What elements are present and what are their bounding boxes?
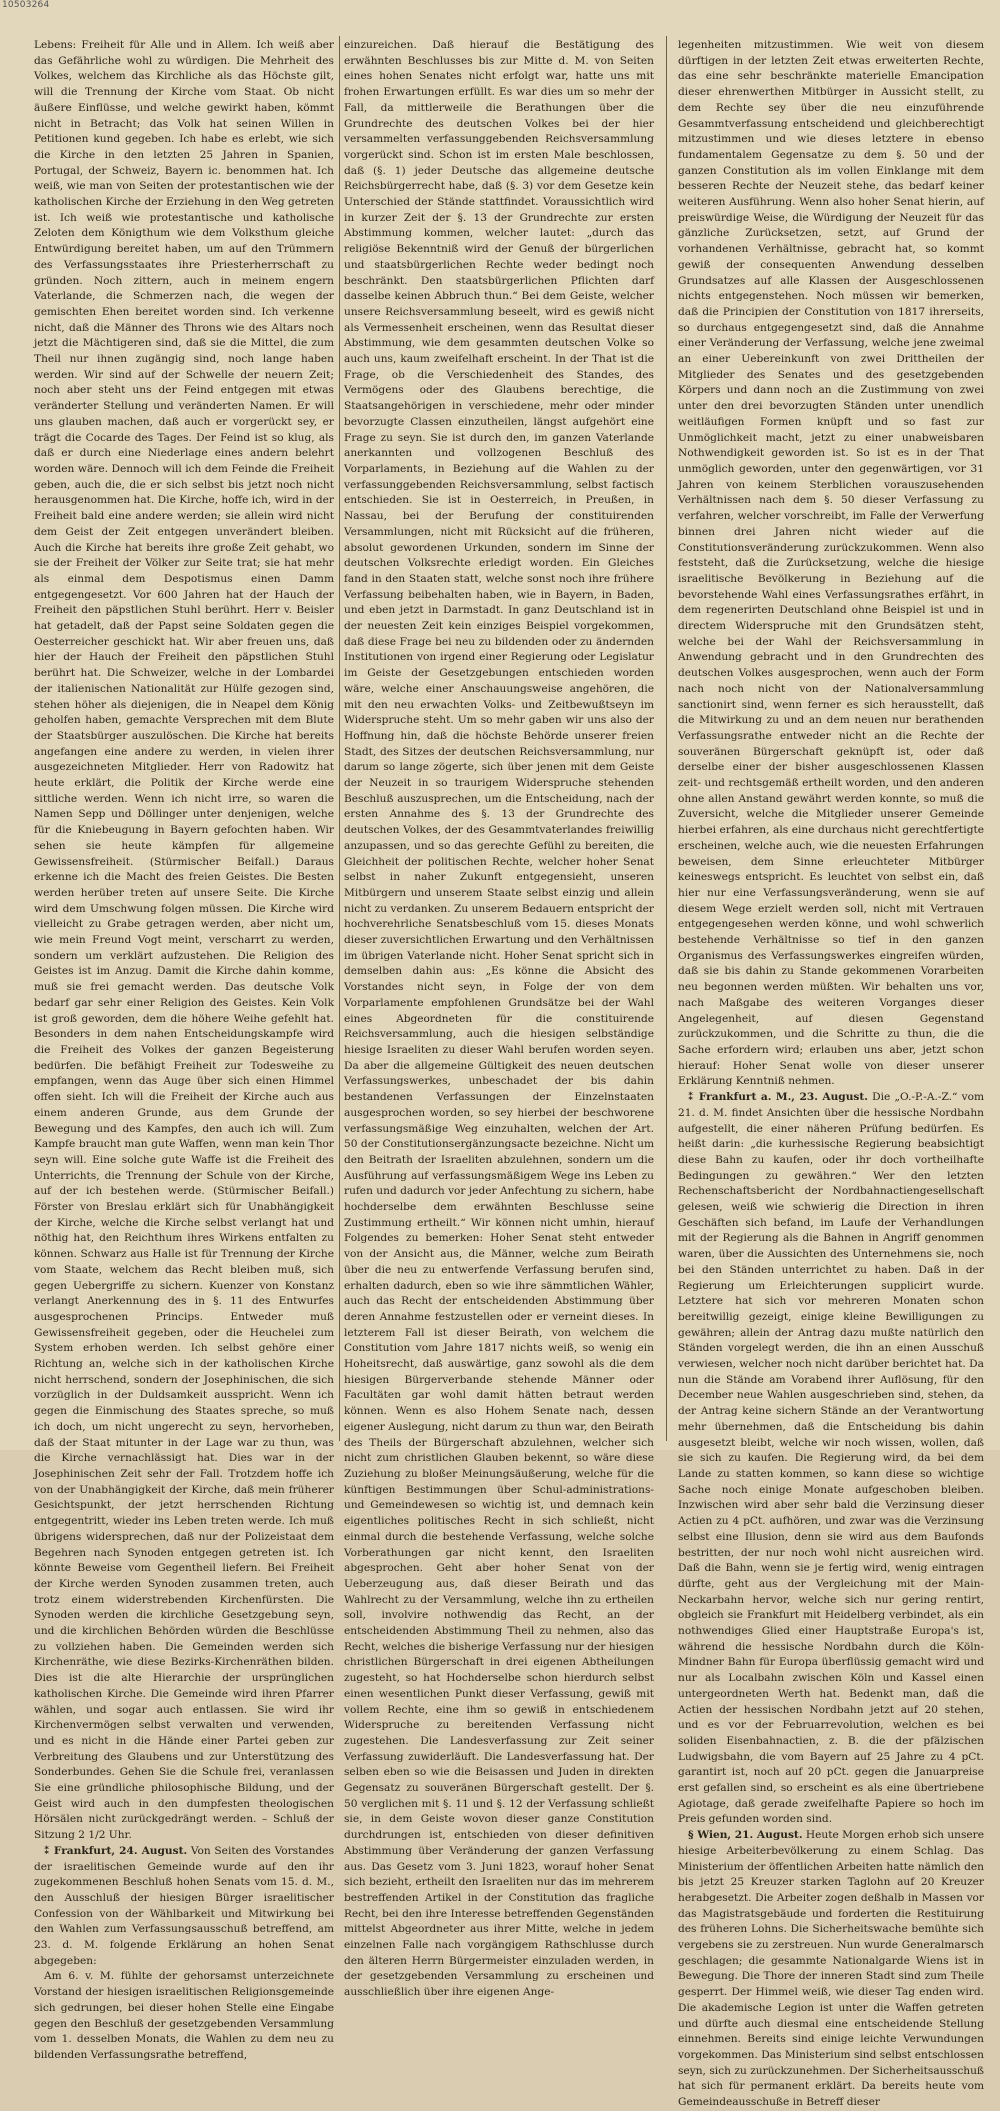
document-id: 10503264	[2, 0, 50, 10]
column-3	[678, 38, 985, 2109]
article-text: Von Seiten des Vorstandes der israelitischen Gemeinde wurde auf den ihr zugekommenen Beschluß hohen Senats vom 15. d. M., den Ausschluß der hiesigen Bürger israelitischer Confession von der Wählbarkeit und Mitwirkung bei den Wahlen zum Verfassungsausschuß betreffend, am 23. d. M. folgende Erklärung an hohen Senat abgegeben:	[34, 1844, 335, 1967]
article-text: einzureichen. Daß hierauf die Bestätigung des erwähnten Beschlusses bis zur Mitte d. M. von Seiten eines hohen Senates nicht erfolgt war, hatte uns mit frohen Erwartungen erfüllt. Es war dies um so mehr der Fall, da mittlerweile die Berathungen über die Grundrechte des deutschen Volkes bei der hier versammelten verfassunggebenden Reichsversammlung vorgerückt sind. Schon ist im ersten Male beschlossen, daß (§. 1) jeder Deutsche das allgemeine deutsche Reichsbürgerrecht habe, daß (§. 3) vor dem Gesetze kein Unterschied der Stände stattfindet. Voraussichtlich wird in kurzer Zeit der §. 13 der Grundrechte zur ersten Abstimmung kommen, welcher lautet: „durch das religiöse Bekenntniß wird der Genuß der bürgerlichen und staatsbürgerlichen Rechte weder bedingt noch beschränkt. Den staatsbürgerlichen Pflichten darf dasselbe keinen Abbruch thun.“ Bei dem Geiste, welcher unsere Reichsversammlung beseelt, wird es gewiß nicht als Vermessenheit erscheinen, wenn das Resultat dieser Abstimmung, wie dem gesammten deutschen Volke so auch uns, kaum zweifelhaft erscheint. In der That ist die Frage, ob die Verschiedenheit des Standes, des Vermögens oder des Glaubens berechtige, die Staatsangehörigen in verschiedene, mehr oder minder bevorzugte Classen einzutheilen, längst aufgehört eine Frage zu seyn. Sie ist durch den, im ganzen Vaterlande anerkannten und vollzogenen Beschluß des Vorparlaments, in Beziehung auf die Wahlen zu der verfassunggebenden Reichsversammlung, selbst factisch entschieden. Sie ist in Oesterreich, in Preußen, in Nassau, bei der Berufung der constituirenden Versammlungen, nicht mit Rücksicht auf die früheren, absolut gewordenen Urkunden, sondern im Sinne der deutschen Volksrechte erledigt worden. Ein Gleiches fand in den Staaten statt, welche sonst noch ihre frühere Verfassung beibehalten haben, wie in Bayern, in Baden, und eben jetzt in Darmstadt. In ganz Deutschland ist in der neuesten Zeit kein einziges Beispiel vorgekommen, daß diese Frage bei neu zu bildenden oder zu ändernden Institutionen von irgend einer Regierung oder Legislatur im Geiste der Gesetzgebungen entschieden worden wäre, welche einer Anschauungsweise angehören, die mit den neu erwachten Volks- und Zeitbewußtseyn im Widerspruche steht. Um so mehr gaben wir uns also der Hoffnung hin, daß die höchste Behörde unserer freien Stadt, des Sitzes der deutschen Reichsversammlung, nur darum so lange zögerte, sich über jenen mit dem Geiste der Neuzeit in so traurigem Widerspruche stehenden Beschluß auszusprechen, um die Entscheidung, nach der ersten Annahme des §. 13 der Grundrechte des deutschen Volkes, der des Gesammtvaterlandes freiwillig anzupassen, und so das gerechte Gefühl zu bereiten, die Gleichheit der politischen Rechte, welcher hoher Senat selbst in naher Zukunft entgegensieht, unseren Mitbürgern und unserem Staate selbst einzig und allein nicht zu verdanken. Zu unserem Bedauern entspricht der hochverehrliche Senatsbeschluß vom 15. dieses Monats dieser zuversichtlichen Erwartung und den Verhältnissen im übrigen Vaterlande nicht. Hoher Senat spricht sich in demselben dahin aus: „Es könne die Absicht des Vorstandes nicht seyn, in Folge der von dem Vorparlamente empfohlenen Grundsätze bei der Wahl eines Abgeordneten für die constituirende Reichsversammlung, auch die hiesigen selbständige hiesige Israeliten zu dieser Wahl berufen worden seyen. Da aber die allgemeine Gültigkeit des neuen deutschen Verfassungswerkes, unbeschadet der bis dahin bestandenen Verfassungen der Einzelnstaaten ausgesprochen worden, so sey hierbei der beschworene verfassungsmäßige Weg einzuhalten, welchen der Art. 50 der Constitutionsergänzungsacte bezeichne. Nicht um den Beitrath der Israeliten abzulehnen, sondern um die Ausführung auf verfassungsmäßigem Wege ins Leben zu rufen und dadurch vor jeder Anfechtung zu sichern, habe hochderselbe dem erwähnten Beschlusse seine Zustimmung ertheilt.“ Wir können nicht umhin, hierauf Folgendes zu bemerken: Hoher Senat steht entweder von der Ansicht aus, die Männer, welche zum Beirath über die neu zu entwerfende Verfassung berufen sind, erhalten dadurch, eben so wie ihre sämmtlichen Wähler, auch das Recht der entscheidenden Abstimmung über deren Annahme festzustellen oder er verneint dieses. In letzterem Fall ist dieser Beirath, von welchem die Constitution vom Jahre 1817 nichts weiß, so wenig ein Hoheitsrecht, daß auswärtige, ganz sowohl als die dem hiesigen Bürgerverbande stehende Männer oder Facultäten gar wohl damit hätten betraut werden können. Wenn es also Hohem Senate nach, dessen eigener Auslegung, nicht darum zu thun war, den Beirath des Theils der Bürgerschaft abzulehnen, welcher sich nicht zum christlichen Glauben bekennt, so wäre diese Zuziehung zu bloßer Meinungsäußerung, welche für die künftigen Bestimmungen über Schul-administrations- und Gemeindewesen so wichtig ist, und demnach kein eigentliches politisches Recht in sich schließt, nicht einmal durch die bestehende Verfassung, welche solche Vorberathungen gar nicht kennt, den Israeliten abgesprochen. Geht aber hoher Senat von der Ueberzeugung aus, daß dieser Beirath und das Wahlrecht zu der Versammlung, welche ihn zu ertheilen soll, involvire nothwendig das Recht, an der entscheidenden Abstimmung Theil zu nehmen, also das Recht, welches die bisherige Verfassung nur der hiesigen christlichen Bürgerschaft in drei eigenen Abtheilungen zugesteht, so hat Hochderselbe schon hierdurch selbst einen wesentlichen Punkt dieser Verfassung, gewiß mit vollem Rechte, eine ihm so gewiß in entschiedenem Widerspruche zu bereitenden Verfassung nicht zugestehen. Die Landesverfassung zur Zeit seiner Verfassung zuwiderläuft. Die Landesverfassung hat. Der selben eben so wie die Beisassen und Juden in direkten Gegensatz zu souveränen Bürgerschaft gestellt. Der §. 50 verglichen mit §. 11 und §. 12 der Verfassung schließt sie, in dem Geiste wovon dieser ganze Constitution durchdrungen ist, entschieden von dieser definitiven Abstimmung über Veränderung der ganzen Verfassung aus. Das Gesetz vom 3. Juni 1823, worauf hoher Senat sich bezieht, ertheilt den Israeliten nur das im mehrerem bestreffenden Artikel in der Constitution das fragliche Recht, bei den ihre Interesse betreffenden Gegenständen mittelst Abgeordneter aus ihrer Mitte, welche in jedem einzelnen Falle nach vorgängigem Rathschlusse durch den älteren Herrn Bürgermeister einzuladen werden, in der gesetzgebenden Versammlung zu erscheinen und ausschließlich über ihre eigenen Ange-	[344, 39, 654, 1999]
article-text: Am 6. v. M. fühlte der gehorsamst unterzeichnete Vorstand der hiesigen israelitischen Religionsgemeinde sich gedrungen, bei dieser hohen Stelle eine Eingabe gegen den Beschluß der gesetzgebenden Versammlung vom 1. desselben Monats, die Wahlen zu dem neu zu bildenden Verfassungsrathe betreffend,	[34, 1970, 334, 2061]
dateline: ⁑ Frankfurt a. M., 23. August.	[688, 1091, 868, 1104]
article-paragraph	[34, 1844, 334, 1970]
article-text: legenheiten mitzustimmen. Wie weit von diesem dürftigen in der letzten Zeit etwas erweiterten Rechte, das eine sehr beschränkte materielle Emancipation dieser ehrenwerthen Mitbürger in Aussicht stellt, zu dem Rechte sey über die neu einzuführende Gesammtverfassung entscheidend und gleichberechtigt mitzustimmen und wie dieses letztere in ebenso fundamentalem Gegensatze zu dem §. 50 und der ganzen Constitution als im vollen Einklange mit dem besseren Rechte der Neuzeit stehe, das bedarf keiner weiteren Ausführung. Wenn also hoher Senat hierin, auf preiswürdige Weise, die Würdigung der Neuzeit für das gänzliche Zurücksetzen, setzt, auf Grund der vorhandenen Verhältnisse, gebracht hat, so kommt gewiß der consequenten Anwendung desselben Grundsatzes auf alle Klassen der Ausgeschlossenen nichts entgegenstehen. Noch müssen wir bemerken, daß die Principien der Constitution von 1817 ihrerseits, so durchaus entgegengesetzt sind, daß die Annahme einer Veränderung der Verfassung, welche jene zweimal an einer Uebereinkunft von zwei Drittheilen der Mitglieder des Senates und des gesetzgebenden Körpers und dann noch an die Zustimmung von zwei unter den drei bevorzugten Ständen unter unendlich weitläufigen Formen knüpft und so fast zur Unmöglichkeit macht, jetzt zu einer unabweisbaren Nothwendigkeit geworden ist. So ist es in der That unmöglich geworden, unter den gegenwärtigen, vor 31 Jahren von keinem Sterblichen vorauszusehenden Verhältnissen nach dem §. 50 dieser Verfassung zu verfahren, welcher vorschreibt, im Falle der Verwerfung binnen drei Jahren nicht wieder auf die Constitutionsveränderung zurückzukommen. Wenn also feststeht, daß die Zurücksetzung, welche die hiesige israelitische Bevölkerung in Beziehung auf die bevorstehende Wahl eines Verfassungsrathes erfährt, in dem regenerirten Deutschland ohne Beispiel ist und in directem Widerspruche mit den Grundsätzen steht, welche bei der Wahl der Reichsversammlung in Anwendung gebracht und in den Grundrechten des deutschen Volkes ausgesprochen, wenn auch der Form nach noch nicht von der Nationalversammlung sanctionirt sind, wenn ferner es sich herausstellt, daß die Mitwirkung zu und an dem neuen nur berathenden Verfassungsrathe entweder nicht an die Rechte der souveränen Bürgerschaft geknüpft ist, oder daß derselbe einer der bisher ausgeschlossenen Klassen zeit- und rechtsgemäß ertheilt worden, und den anderen ohne allen Anstand gewährt werden konnte, so muß die Zuversicht, welche die Mitglieder unserer Gemeinde hierbei erfahren, als eine durchaus nicht gerechtfertigte erscheinen, welche auch, wie die neuesten Erfahrungen beweisen, dem Sinne erleuchteter Mitbürger keineswegs entspricht. Es leuchtet von selbst ein, daß hier nur eine Verfassungsveränderung, wenn sie auf diesem Wege erzielt werden soll, nicht mit Vertrauen entgegengesehen werden könne, und wohl schwerlich bestehende Verhältnisse so tief in den ganzen Organismus des Verfassungswerkes eingreifen würden, daß sie bis dahin zu Stande gekommenen Vorarbeiten neu begonnen werden müßten. Wir behalten uns vor, nach Maßgabe des weiteren Vorganges dieser Angelegenheit, auf diesen Gegenstand zurückzukommen, und die Schritte zu thun, die die Sache erfordern wird; erlauben uns aber, jetzt schon hierauf: Hoher Senat wolle von dieser unserer Erklärung Kenntniß nehmen.	[678, 39, 984, 1088]
dateline: § Wien, 21. August.	[688, 1829, 803, 1842]
column-rule	[339, 36, 340, 1441]
article-paragraph	[678, 1828, 984, 2111]
article-paragraph	[678, 1090, 984, 1828]
article-text: Die „O.-P.-A.-Z.“ vom 21. d. M. findet Ansichten über die hessische Nordbahn aufgestellt, die einer näheren Prüfung bedürfen. Es heißt darin: „die kurhessische Regierung beabsichtigt diese Bahn zu kaufen, oder ihr doch vortheilhafte Bedingungen zu gewähren.“ Wer den letzten Rechenschaftsbericht der Nordbahnactiengesellschaft gelesen, weiß wie schwierig die Direction in ihren Geschäften sich befand, im Laufe der Verhandlungen mit der Regierung als die Bahnen in Angriff genommen waren, über die Aussichten des Unternehmens sie, noch bei den Ständen unterrichtet zu haben. Daß in der Regierung um Erleichterungen supplicirt wurde. Letztere hat sich vor mehreren Monaten schon bereitwillig gezeigt, einige kleine Bewilligungen zu gewähren; allein der Antrag dazu mußte natürlich den Ständen vorgelegt werden, die ihn an einen Ausschuß verwiesen, welcher noch nicht darüber berichtet hat. Da nun die Stände am Vorabend ihrer Auflösung, für den December neue Wahlen ausgeschrieben sind, stehen, da der Antrag keine sichern Stände an der Verantwortung mehr übernehmen, daß die Entscheidung bis dahin ausgesetzt bleibt, welche wir noch wissen, wollen, daß sie sich zu kaufen. Die Regierung wird, da bei dem Lande zu statten kommen, so kann diese so wichtige Sache noch einige Monate aufgeschoben bleiben. Inzwischen wird aber sehr bald die Verzinsung dieser Actien zu 4 pCt. aufhören, und zwar was die Verzinsung selbst eine Illusion, denn sie wird aus dem Baufonds bestritten, der nur noch wohl nicht ausreichen wird. Daß die Bahn, wenn sie je fertig wird, wenig eintragen dürfte, geht aus der Vergleichung mit der Main-Neckarbahn hervor, welche sich nur gering rentirt, obgleich sie Frankfurt mit Heidelberg verbindet, als ein nothwendiges Glied einer Hauptstraße Europa's ist, während die hessische Nordbahn durch die Köln-Mindner Bahn für Europa überflüssig gemacht wird und nur als Localbahn zwischen Köln und Kassel einen untergeordneten Werth hat. Bedenkt man, daß die Actien der hessischen Nordbahn jetzt auf 20 stehen, und es vor der Februarrevolution, welchen es bei soliden Eisenbahnactien, z. B. die der pfälzischen Ludwigsbahn, die vom Bayern auf 25 Jahre zu 4 pCt. garantirt ist, noch auf 20 pCt. gegen die Januarpreise erst gefallen sind, so erscheint es als eine übertriebene Agiotage, daß gerade zweifelhafte Papiere so hoch im Preis gefunden worden sind.	[678, 1091, 985, 1826]
column-1	[34, 38, 335, 2061]
column-2	[344, 38, 654, 1999]
dateline: ⁑ Frankfurt, 24. August.	[44, 1844, 188, 1857]
article-text: Lebens: Freiheit für Alle und in Allem. Ich weiß aber das Gefährliche wohl zu würdigen. Die Mehrheit des Volkes, welchem das Kirchliche als das Höchste gilt, will die Trennung der Kirche vom Staat. Ob nicht äußere Einflüsse, und welche gewirkt haben, kömmt nicht in Betracht; das Volk hat seinen Willen in Petitionen kund gegeben. Ich habe es erlebt, wie sich die Kirche in den letzten 25 Jahren in Spanien, Portugal, der Schweiz, Bayern ic. benommen hat. Ich weiß, wie man von Seiten der protestantischen wie der katholischen Kirche der Erziehung in den Weg getreten ist. Ich weiß wie protestantische und katholische Zeloten dem Königthum wie dem Volksthum gleiche Entwürdigung bereitet haben, um auf den Trümmern des Verfassungsstaates ihre Priesterherrschaft zu gründen. Noch zittern, auch in meinem engern Vaterlande, die Schmerzen nach, die wegen der gemischten Ehen bereitet worden sind. Ich verkenne nicht, daß die Männer des Throns wie des Altars noch jetzt die Mächtigeren sind, daß sie die Mittel, die zum Theil nur ihnen zugängig sind, noch lange haben werden. Wir sind auf der Schwelle der neuern Zeit; noch aber steht uns der Feind entgegen mit etwas veränderter Stellung und veränderten Namen. Er will uns glauben machen, daß auch er vorgerückt sey, er trägt die Cocarde des Tages. Der Feind ist so klug, als daß er durch eine Niederlage eines andern belehrt worden wäre. Dennoch will ich dem Feinde die Freiheit geben, auch die, die er sich selbst bis jetzt noch nicht herausgenommen hat. Die Kirche, hoffe ich, wird in der Freiheit bald eine andere werden; sie allein wird nicht dem Geist der Zeit entgegen unverändert bleiben. Auch die Kirche hat bereits ihre große Zeit gehabt, wo sie der Freiheit der Völker zur Seite trat; sie hat mehr als einmal dem Despotismus einen Damm entgegengesetzt. Vor 600 Jahren hat der Hauch der Freiheit den päpstlichen Stuhl berührt. Herr v. Beisler hat getadelt, daß der Papst seine Soldaten gegen die Oesterreicher geschickt hat. Wir aber freuen uns, daß hier der Hauch der Freiheit den päpstlichen Stuhl berührt hat. Die Schweizer, welche in der Lombardei der italienischen Nationalität zur Hülfe gezogen sind, stehen höher als diejenigen, die in Neapel dem König geholfen haben, gemachte Versprechen mit dem Blute der Staatsbürger auszulöschen. Die Kirche hat bereits angefangen eine andere zu werden, in vielen ihrer ausgezeichneten Mitglieder. Herr von Radowitz hat heute erklärt, die Politik der Kirche werde eine sittliche werden. Wenn ich nicht irre, so waren die Namen Sepp und Döllinger unter denjenigen, welche für die Kniebeugung in Bayern gefochten haben. Wir sehen sie heute kämpfen für allgemeine Gewissensfreiheit. (Stürmischer Beifall.) Daraus erkenne ich die Macht des freien Geistes. Die Besten werden herüber treten auf unsere Seite. Die Kirche wird dem Umschwung folgen müssen. Die Kirche wird vielleicht zu Grabe getragen werden, aber nicht um, wie mein Freund Vogt meint, verscharrt zu werden, sondern um verklärt aufzustehen. Die Religion des Geistes ist im Anzug. Damit die Kirche dahin komme, muß sie frei gemacht werden. Das deutsche Volk bedarf gar sehr einer Religion des Geistes. Kein Volk ist groß geworden, dem die höhere Weihe gefehlt hat. Besonders in dem nahen Entscheidungskampfe wird die Freiheit des Volkes der ganzen Begeisterung bedürfen. Die befähigt Freiheit zur Todesweihe zu empfangen, wenn das Auge über sich einen Himmel offen sieht. Ich will die Freiheit der Kirche auch aus einem anderen Grunde, aus dem Grunde der Bewegung und des Kampfes, den auch ich will. Zum Kampfe braucht man gute Waffen, wenn man kein Thor seyn will. Eine solche gute Waffe ist die Freiheit des Unterrichts, die Trennung der Schule von der Kirche, auf der ich bestehen werde. (Stürmischer Beifall.) Förster von Breslau erklärt sich für Unabhängigkeit der Kirche, welche die Kirche selbst verlangt hat und nöthig hat, den Reichthum ihres Wirkens entfalten zu können. Schwarz aus Halle ist für Trennung der Kirche vom Staate, welchem das Recht bleiben muß, sich gegen Uebergriffe zu sichern. Kuenzer von Konstanz verlangt Anerkennung des in §. 11 des Entwurfes ausgesprochenen Princips. Entweder muß Gewissensfreiheit gegeben, oder die Heuchelei zum System erhoben werden. Ich selbst gehöre einer Richtung an, welche sich in der katholischen Kirche nicht herrschend, sondern der Josephinischen, die sich vorzüglich in der Duldsamkeit ausspricht. Wenn ich gegen die Einmischung des Staates spreche, so muß ich doch, um nicht ungerecht zu seyn, hervorheben, daß der Staat mitunter in der Lage war zu thun, was die Kirche vernachlässigt hat. Dies war in der Josephinischen Zeit sehr der Fall. Trotzdem hoffe ich von der Unabhängigkeit der Kirche, daß mein früherer Gesichtspunkt, der jetzt herrschenden Richtung entgegentritt, wieder ins Leben treten werde. Ich muß übrigens widersprechen, daß nur der Polizeistaat dem Begehren nach Synoden entgegen getreten ist. Ich könnte Beweise vom Gegentheil liefern. Bei Freiheit der Kirche werden Synoden zusammen treten, auch trotz einem widerstrebenden Kirchenfürsten. Die Synoden werden die kirchliche Gesetzgebung seyn, und die kirchlichen Behörden würden die Beschlüsse zu vollziehen haben. Die Gemeinden werden sich Kirchenräthe, wie diese Bezirks-Kirchenräthen bilden. Dies ist die alte Hierarchie der ursprünglichen katholischen Kirche. Die Gemeinde wird ihren Pfarrer wählen, und sogar auch entlassen. Sie wird ihr Kirchenvermögen selbst verwalten und verwenden, und es nicht in die Hände einer Partei geben zur Verbreitung des Glaubens und zur Unterstützung des Sonderbundes. Gehen Sie die Schule frei, veranlassen Sie eine gründliche philosophische Bildung, und der Geist wird auch in den dumpfesten theologischen Hörsälen nicht zurückgedrängt werden. – Schluß der Sitzung 2 1/2 Uhr.	[34, 39, 334, 1842]
column-rule	[666, 36, 667, 1441]
article-text: Heute Morgen erhob sich unsere hiesige Arbeiterbevölkerung zu einem Schlag. Das Ministerium der öffentlichen Arbeiten hatte nämlich den bis jetzt 25 Kreuzer starken Taglohn auf 20 Kreuzer herabgesetzt. Die Arbeiter zogen deßhalb in Massen vor das Magistratsgebäude und forderten die Restituirung des früheren Lohns. Die Sicherheitswache bemühte sich vergebens sie zu zerstreuen. Nun wurde Generalmarsch geschlagen; die gesammte Nationalgarde Wiens ist in Bewegung. Die Thore der inneren Stadt sind zum Theile gesperrt. Der Himmel weiß, wie dieser Tag enden wird. Die akademische Legion ist unter die Waffen getreten und dürfte auch diesmal eine entscheidende Stellung einnehmen. Bereits sind einige leichte Verwundungen vorgekommen. Das Ministerium sind selbst entschlossen seyn, sich zu zurückzunehmen. Der Sicherheitsausschuß hat sich für permanent erklärt. Da bereits heute vom Gemeindeausschuße in Betreff dieser	[678, 1829, 985, 2109]
